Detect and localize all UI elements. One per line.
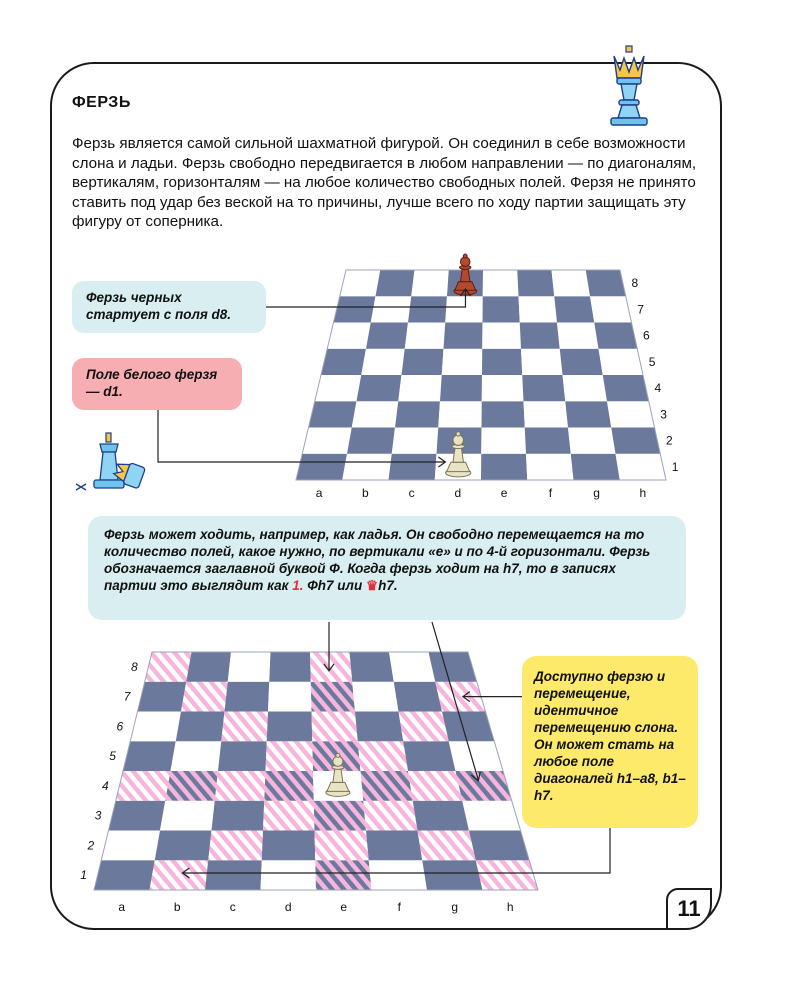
board-square: [171, 741, 222, 771]
board-square-reachable: [215, 771, 266, 801]
board-square: [350, 652, 394, 682]
board-square: [155, 831, 212, 861]
board-square: [469, 831, 529, 861]
rank-label: 8: [131, 659, 138, 674]
board-square: [389, 652, 435, 682]
page-title: ФЕРЗЬ: [72, 94, 131, 111]
file-label: b: [362, 486, 369, 500]
file-label: g: [451, 900, 459, 914]
rank-label: 2: [87, 838, 95, 853]
file-label: f: [548, 486, 553, 500]
file-label: a: [315, 486, 323, 500]
move-notation-square: h7.: [378, 578, 398, 593]
file-label: f: [397, 900, 401, 914]
board-square: [449, 741, 503, 771]
board-square: [186, 652, 231, 682]
move-number: 1.: [292, 578, 304, 593]
board-square: [212, 801, 265, 831]
file-label: h: [506, 900, 514, 914]
rank-label: 3: [660, 407, 667, 422]
rank-label: 5: [648, 354, 656, 369]
board-square: [261, 860, 317, 890]
board-square: [109, 801, 166, 831]
board-square-reachable: [358, 741, 408, 771]
rank-label: 5: [109, 749, 116, 764]
file-label: h: [639, 486, 647, 500]
file-label: c: [229, 900, 236, 914]
queen-notation-icon: ♛: [365, 578, 379, 593]
board-square: [355, 712, 403, 742]
board-square-reachable: [150, 860, 209, 890]
rank-label: 2: [666, 433, 673, 448]
board-square: [352, 682, 398, 712]
file-label: a: [118, 900, 126, 914]
callout-diagonal-moves: Доступно ферзю и перемещение, идентичное перемещению слона. Он может стать на любое поле диагоналей h1–a8, b1–h7.: [522, 656, 698, 828]
board-square-reachable: [181, 682, 228, 712]
board-square-reachable: [266, 741, 314, 771]
board-square-reachable: [315, 860, 371, 890]
board-square-reachable: [361, 771, 413, 801]
board-square-reachable: [314, 801, 366, 831]
board-square: [403, 741, 455, 771]
file-label: g: [593, 486, 600, 500]
board-square-reachable: [408, 771, 462, 801]
board-square: [268, 682, 312, 712]
board-square-reachable: [476, 860, 538, 890]
rank-label: 6: [116, 719, 124, 734]
rank-label: 4: [102, 778, 109, 793]
board-square: [366, 831, 422, 861]
board-square: [218, 741, 267, 771]
board-square-reachable: [456, 771, 512, 801]
board-square-reachable: [363, 801, 417, 831]
rank-label: 1: [80, 868, 87, 883]
board-square: [94, 860, 155, 890]
board-square: [269, 652, 311, 682]
callout-black-queen-start: Ферзь черных стартует с поля d8.: [72, 281, 266, 333]
board-square-reachable: [208, 831, 263, 861]
file-label: d: [454, 486, 462, 500]
file-label: e: [340, 900, 348, 914]
file-label: c: [408, 486, 415, 500]
board-square-reachable: [145, 652, 192, 682]
rank-label: 4: [654, 381, 662, 396]
board-square-reachable: [165, 771, 218, 801]
board-square: [101, 831, 160, 861]
rank-label: 8: [631, 276, 639, 291]
board-square: [462, 801, 520, 831]
rank-label: 6: [643, 328, 650, 343]
board-square: [160, 801, 215, 831]
board-square: [138, 682, 187, 712]
callout-white-queen-square: Поле белого ферзя — d1.: [72, 358, 242, 410]
board-square: [369, 860, 427, 890]
file-label: b: [173, 900, 181, 914]
board-square-reachable: [399, 712, 449, 742]
moves-explanation-text: Ферзь может ходить, например, как ладья. Он свободно перемещается на то количество полей, какое нужно, по вертикали «е» и по 4-й горизонтали. Ферзь обозначается заглавной буквой Ф. Когда ферзь ходит на h7, то в записях партии это выглядит как: [104, 527, 651, 593]
board-square-reachable: [221, 712, 268, 742]
board-square-reachable: [263, 801, 315, 831]
file-label: e: [500, 486, 508, 500]
board-square-reachable: [418, 831, 476, 861]
rank-label: 7: [123, 689, 131, 704]
board-square: [394, 682, 442, 712]
rank-label: 7: [637, 302, 644, 317]
rank-label: 1: [671, 459, 679, 474]
intro-paragraph: Ферзь является самой сильной шахматной фигурой. Он соединил в себе возможности слона и ладьи. Ферзь свободно передвигается в любом направлении — по диагоналям, вертикалям, горизонталям — на любое количество свободных полей. Ферзя не принято ставить под удар без веской на то причины, лучше всего по ходу партии защищать эту фигуру от соперника.: [72, 135, 697, 230]
board-square-reachable: [311, 682, 355, 712]
move-notation-text: Фh7 или: [307, 578, 363, 593]
board-square: [123, 741, 176, 771]
board-square: [205, 860, 262, 890]
board-square-reachable: [312, 712, 358, 742]
board-square: [262, 831, 316, 861]
board-square-reachable: [264, 771, 314, 801]
rank-label: 3: [94, 808, 102, 823]
callout-queen-moves-like-rook: [88, 516, 686, 620]
board-square: [130, 712, 181, 742]
board-square: [267, 712, 313, 742]
board-square: [422, 860, 482, 890]
board-square-reachable: [116, 771, 171, 801]
page-number: 11: [666, 888, 712, 930]
board-square: [225, 682, 270, 712]
board-square: [413, 801, 469, 831]
board-square: [228, 652, 271, 682]
board-square-reachable: [315, 831, 369, 861]
file-label: d: [284, 900, 292, 914]
board-square: [176, 712, 225, 742]
